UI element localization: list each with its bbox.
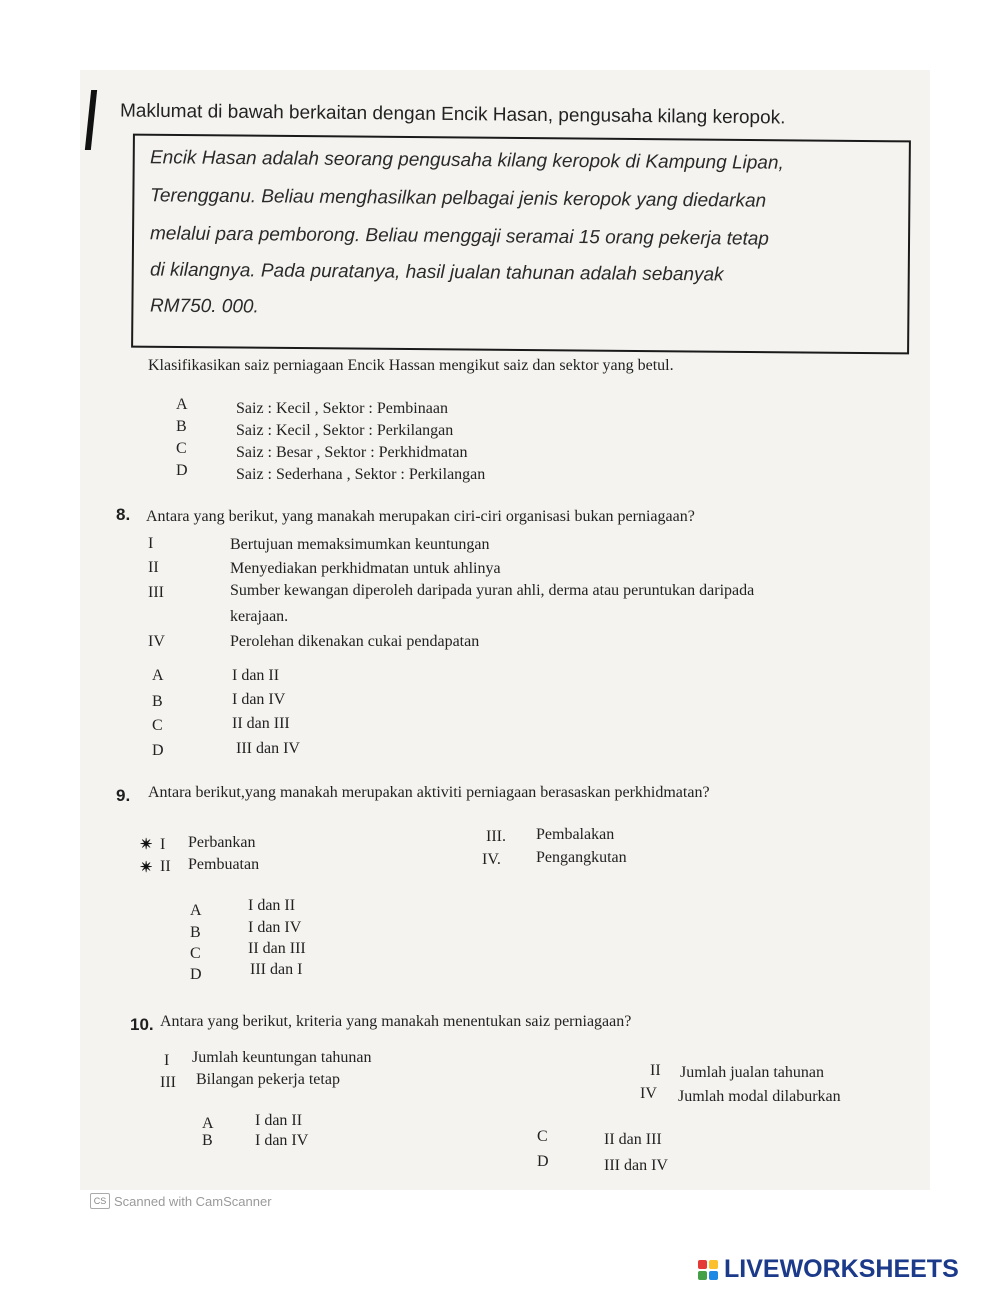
handwritten-mark: ✴	[140, 837, 153, 853]
q8-statement-text: Bertujuan memaksimumkan keuntungan	[230, 536, 490, 553]
q8-option-text[interactable]: III dan IV	[236, 740, 300, 757]
q8-option-letter[interactable]: B	[152, 693, 163, 710]
q9-statement-text: Pembalakan	[536, 826, 615, 843]
q8-option-letter[interactable]: C	[152, 717, 163, 734]
q8-statement-text: Sumber kewangan diperoleh daripada yuran ahli, derma atau peruntukan daripada	[230, 582, 755, 599]
q9-option-text[interactable]: III dan I	[250, 961, 303, 978]
camscanner-icon: CS	[90, 1193, 110, 1209]
q10-statement-roman: IV	[640, 1085, 657, 1102]
q9-option-letter[interactable]: D	[190, 966, 202, 983]
q10-statement-text: Jumlah jualan tahunan	[680, 1064, 824, 1081]
box-line: RM750. 000.	[149, 295, 259, 318]
q9-statement-roman: IV.	[482, 851, 501, 868]
q10-option-letter[interactable]: B	[202, 1132, 213, 1149]
q9-statement-roman: I	[160, 836, 166, 853]
q7-option-text[interactable]: Saiz : Besar , Sektor : Perkhidmatan	[236, 444, 468, 461]
q7-option-letter[interactable]: A	[176, 396, 188, 413]
q8-statement-text: Perolehan dikenakan cukai pendapatan	[230, 633, 480, 650]
liveworksheets-icon	[698, 1260, 718, 1280]
q9-option-letter[interactable]: B	[190, 924, 201, 941]
q10-option-text[interactable]: III dan IV	[604, 1157, 668, 1174]
q9-option-text[interactable]: II dan III	[248, 940, 306, 957]
q10-option-letter[interactable]: D	[537, 1153, 549, 1170]
handwritten-mark: ✴	[140, 860, 153, 876]
q10-statement-roman: II	[650, 1062, 661, 1079]
q10-option-text[interactable]: I dan IV	[255, 1132, 309, 1149]
q10-statement-text: Jumlah keuntungan tahunan	[192, 1049, 372, 1066]
q7-option-letter[interactable]: C	[176, 440, 187, 457]
q9-statement-text: Pembuatan	[188, 856, 260, 873]
q7-option-text[interactable]: Saiz : Sederhana , Sektor : Perkilangan	[236, 466, 486, 483]
q8-statement-text: Menyediakan perkhidmatan untuk ahlinya	[230, 560, 501, 577]
q7-option-letter[interactable]: D	[176, 462, 188, 479]
q8-statement-roman: IV	[148, 633, 165, 650]
q9-statement-roman: III.	[486, 828, 506, 845]
q10-option-text[interactable]: II dan III	[604, 1131, 662, 1148]
q8-option-text[interactable]: I dan II	[232, 667, 280, 684]
q9-number: 9.	[116, 786, 131, 805]
liveworksheets-logo[interactable]	[698, 1255, 959, 1284]
q9-option-text[interactable]: I dan IV	[248, 919, 302, 936]
q7-option-text[interactable]: Saiz : Kecil , Sektor : Pembinaan	[236, 400, 448, 417]
q10-number: 10.	[130, 1015, 154, 1034]
q10-statement-text: Jumlah modal dilaburkan	[678, 1088, 841, 1105]
q7-option-letter[interactable]: B	[176, 418, 187, 435]
box-line: Terengganu. Beliau menghasilkan pelbagai jenis keropok yang diedarkan	[149, 185, 767, 212]
q8-statement-roman: I	[148, 535, 154, 552]
camscanner-text: Scanned with CamScanner	[114, 1193, 272, 1209]
q8-option-letter[interactable]: A	[152, 667, 164, 684]
camscanner-watermark	[90, 1193, 272, 1209]
box-line: melalui para pemborong. Beliau menggaji seramai 15 orang pekerja tetap	[149, 223, 770, 250]
box-line: di kilangnya. Pada puratanya, hasil jualan tahunan adalah sebanyak	[149, 259, 724, 286]
q9-question: Antara berikut,yang manakah merupakan aktiviti perniagaan berasaskan perkhidmatan?	[148, 784, 710, 801]
q8-option-text[interactable]: I dan IV	[232, 691, 286, 708]
box-line: Encik Hasan adalah seorang pengusaha kilang keropok di Kampung Lipan,	[149, 147, 784, 174]
q8-statement-text: kerajaan.	[230, 608, 289, 625]
q10-statement-text: Bilangan pekerja tetap	[196, 1071, 340, 1088]
q10-statement-roman: III	[160, 1074, 176, 1091]
q10-question: Antara yang berikut, kriteria yang manakah menentukan saiz perniagaan?	[160, 1013, 632, 1030]
q9-statement-text: Perbankan	[188, 834, 256, 851]
q8-statement-roman: II	[148, 559, 159, 576]
q10-option-letter[interactable]: C	[537, 1128, 548, 1145]
q10-statement-roman: I	[164, 1052, 170, 1069]
q9-statement-text: Pengangkutan	[536, 849, 627, 866]
q8-option-text[interactable]: II dan III	[232, 715, 290, 732]
q10-option-letter[interactable]: A	[202, 1115, 214, 1132]
brand-name: LIVEWORKSHEETS	[724, 1255, 959, 1283]
q10-option-text[interactable]: I dan II	[255, 1112, 303, 1129]
q9-option-letter[interactable]: C	[190, 945, 201, 962]
q8-option-letter[interactable]: D	[152, 742, 164, 759]
q8-number: 8.	[116, 505, 131, 524]
q9-option-text[interactable]: I dan II	[248, 897, 296, 914]
q7-option-text[interactable]: Saiz : Kecil , Sektor : Perkilangan	[236, 422, 454, 439]
q8-question: Antara yang berikut, yang manakah merupakan ciri-ciri organisasi bukan perniagaan?	[146, 508, 695, 525]
q9-option-letter[interactable]: A	[190, 902, 202, 919]
q9-statement-roman: II	[160, 858, 171, 875]
q8-statement-roman: III	[148, 584, 164, 601]
q7-question: Klasifikasikan saiz perniagaan Encik Hassan mengikut saiz dan sektor yang betul.	[148, 357, 674, 374]
intro-text: Maklumat di bawah berkaitan dengan Encik Hasan, pengusaha kilang keropok.	[119, 100, 786, 129]
